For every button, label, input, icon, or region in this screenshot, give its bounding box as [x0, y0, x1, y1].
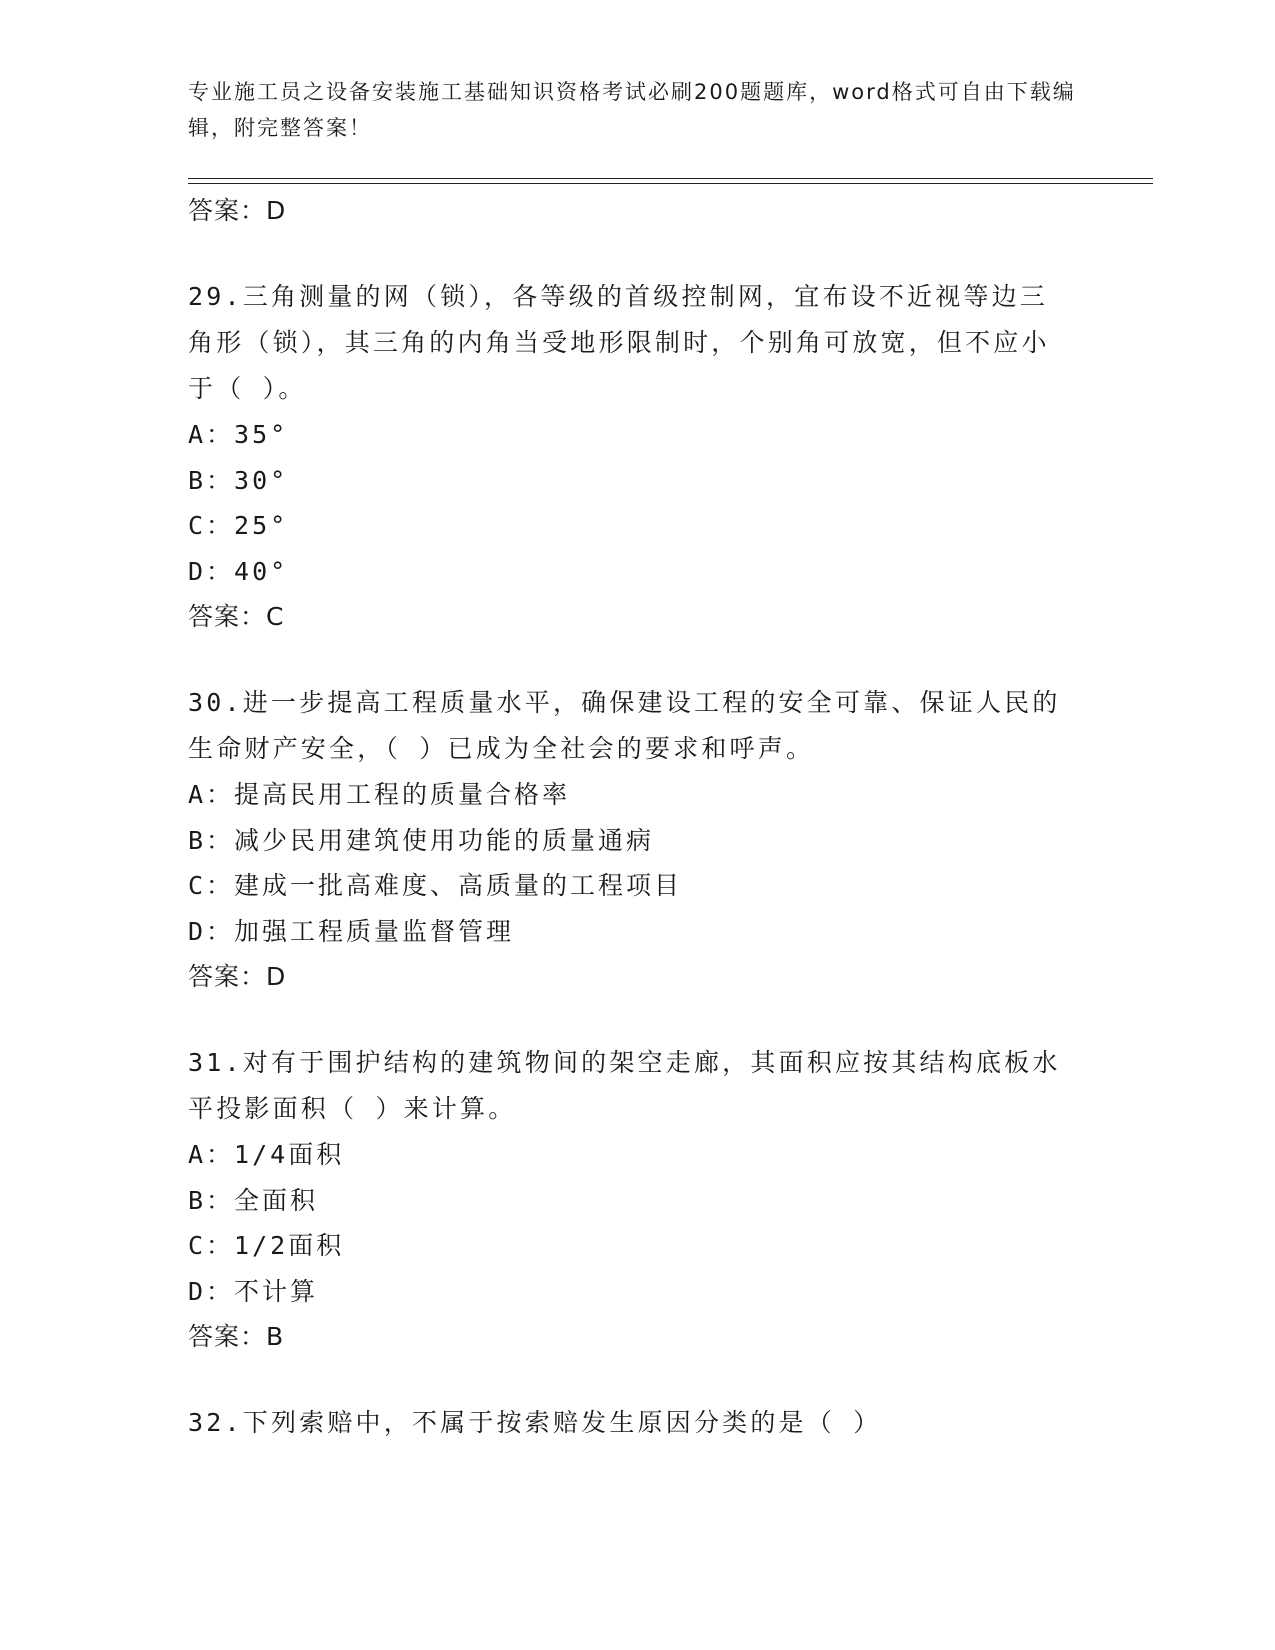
content: [188, 188, 1088, 1446]
question-stem: 31.对有于围护结构的建筑物间的架空走廊，其面积应按其结构底板水平投影面积（ ）来计算。: [188, 1048, 1061, 1123]
header-divider: [188, 178, 1153, 179]
header-divider-secondary: [188, 183, 1153, 184]
option-b: B：30°: [188, 465, 289, 495]
answer: 答案：B: [188, 1322, 285, 1351]
option-a: A：1/4面积: [188, 1140, 345, 1169]
option-c: C：建成一批高难度、高质量的工程项目: [188, 871, 683, 900]
option-d: D：不计算: [188, 1276, 319, 1306]
question-32: [188, 1400, 1088, 1446]
answer: 答案：D: [188, 962, 287, 991]
option-b: B：全面积: [188, 1185, 319, 1215]
option-c: C：25°: [188, 511, 289, 540]
question-31: [188, 1040, 1088, 1360]
question-stem: 30.进一步提高工程质量水平，确保建设工程的安全可靠、保证人民的生命财产安全，（ ）已成为全社会的要求和呼声。: [188, 688, 1061, 763]
answer-previous: 答案：D: [188, 196, 287, 225]
question-stem: 32.下列索赔中，不属于按索赔发生原因分类的是（ ）: [188, 1408, 882, 1437]
option-d: D：加强工程质量监督管理: [188, 916, 515, 946]
option-a: A：提高民用工程的质量合格率: [188, 780, 571, 809]
question-stem: 29.三角测量的网（锁），各等级的首级控制网，宜布设不近视等边三角形（锁），其三角的内角当受地形限制时，个别角可放宽，但不应小于（ ）。: [188, 282, 1050, 403]
answer: 答案：C: [188, 602, 285, 631]
question-29: [188, 274, 1088, 640]
page-header: 专业施工员之设备安装施工基础知识资格考试必刷200题题库，word格式可自由下载编辑，附完整答案！: [188, 80, 1076, 140]
option-a: A：35°: [188, 420, 289, 449]
option-d: D：40°: [188, 556, 289, 586]
question-30: [188, 680, 1088, 1000]
option-b: B：减少民用建筑使用功能的质量通病: [188, 825, 655, 855]
option-c: C：1/2面积: [188, 1231, 345, 1260]
